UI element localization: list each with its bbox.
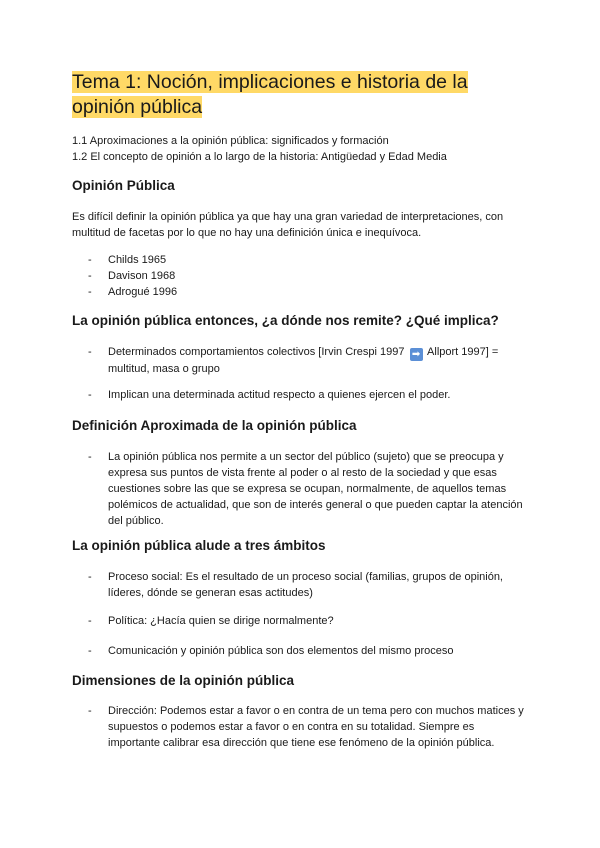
list-item: - Comunicación y opinión pública son dos elementos del mismo proceso (88, 645, 454, 657)
list-item-text: Determinados comportamientos colectivos [Irvin Crespi 1997 (108, 346, 405, 358)
list-item-text: Allport 1997] = multitud, masa o grupo (108, 346, 499, 375)
table-of-contents (72, 134, 542, 165)
list-item-text: Proceso social: Es el resultado de un proceso social (familias, grupos de opinión, líderes, dónde se generan esas actitudes) (108, 571, 503, 599)
toc-item: 1.2 El concepto de opinión a lo largo de la historia: Antigüedad y Edad Media (72, 150, 447, 163)
list-item: - Proceso social: Es el resultado de un proceso social (familias, grupos de opinión, líderes, dónde se generan esas actitudes) (88, 571, 503, 599)
title-highlight: Tema 1: Noción, implicaciones e historia de la opinión pública (72, 71, 468, 118)
section-paragraph: Es difícil definir la opinión pública ya que hay una gran variedad de interpretaciones, con multitud de facetas por lo que no hay una definición única e inequívoca. (72, 211, 504, 239)
list-item: - Implican una determinada actitud respecto a quienes ejercen el poder. (88, 389, 451, 401)
list-item: - Política: ¿Hacía quien se dirige normalmente? (88, 615, 334, 627)
section-heading-ambitos: La opinión pública alude a tres ámbitos (72, 538, 326, 553)
list-item-text: Comunicación y opinión pública son dos elementos del mismo proceso (108, 645, 454, 657)
author-list (88, 252, 538, 300)
list-item: - La opinión pública nos permite a un sector del público (sujeto) que se preocupa y expresa sus puntos de vista frente al poder o al resto de la sociedad y que esas cuestiones sobre las que se expresa se ocupan, normalmente, de aquellos temas polémicos de actualidad, que son de interés general o que pueden captar la atención del público. (88, 451, 523, 527)
page-title (72, 70, 532, 120)
list-item: - Davison 1968 (88, 268, 538, 284)
list-item-text: Implican una determinada actitud respecto a quienes ejercen el poder. (108, 389, 451, 401)
list-item-text: Política: ¿Hacía quien se dirige normalmente? (108, 615, 334, 627)
list-item: - Determinados comportamientos colectivos [Irvin Crespi 1997 ➡ Allport 1997] = multitud, masa o grupo (88, 346, 499, 375)
list-item: - Adrogué 1996 (88, 284, 538, 300)
toc-item: 1.1 Aproximaciones a la opinión pública: significados y formación (72, 135, 389, 147)
arrow-right-icon: ➡ (410, 348, 423, 361)
section-heading-dimensiones: Dimensiones de la opinión pública (72, 673, 295, 688)
list-item: - Dirección: Podemos estar a favor o en contra de un tema pero con muchos matices y supuestos o podemos estar a favor o en contra en su totalidad. Siempre es importante calibrar esa dirección que tiene ese fenómeno de la opinión pública. (88, 705, 524, 749)
list-item: - Childs 1965 (88, 252, 538, 268)
section-heading-opinion-publica: Opinión Pública (72, 178, 175, 193)
section-heading-implica: La opinión pública entonces, ¿a dónde nos remite? ¿Qué implica? (72, 313, 499, 328)
list-item-text: Dirección: Podemos estar a favor o en contra de un tema pero con muchos matices y supuestos o podemos estar a favor o en contra en su totalidad. Siempre es importante calibrar esa dirección que tiene ese fenómeno de la opinión pública. (108, 705, 524, 749)
section-heading-definicion: Definición Aproximada de la opinión pública (72, 418, 357, 433)
list-item-text: La opinión pública nos permite a un sector del público (sujeto) que se preocupa y expresa sus puntos de vista frente al poder o al resto de la sociedad y que esas cuestiones sobre las que se expresa se ocupan, normalmente, de aquellos temas polémicos de actualidad, que son de interés general o que pueden captar la atención del público. (108, 451, 523, 527)
